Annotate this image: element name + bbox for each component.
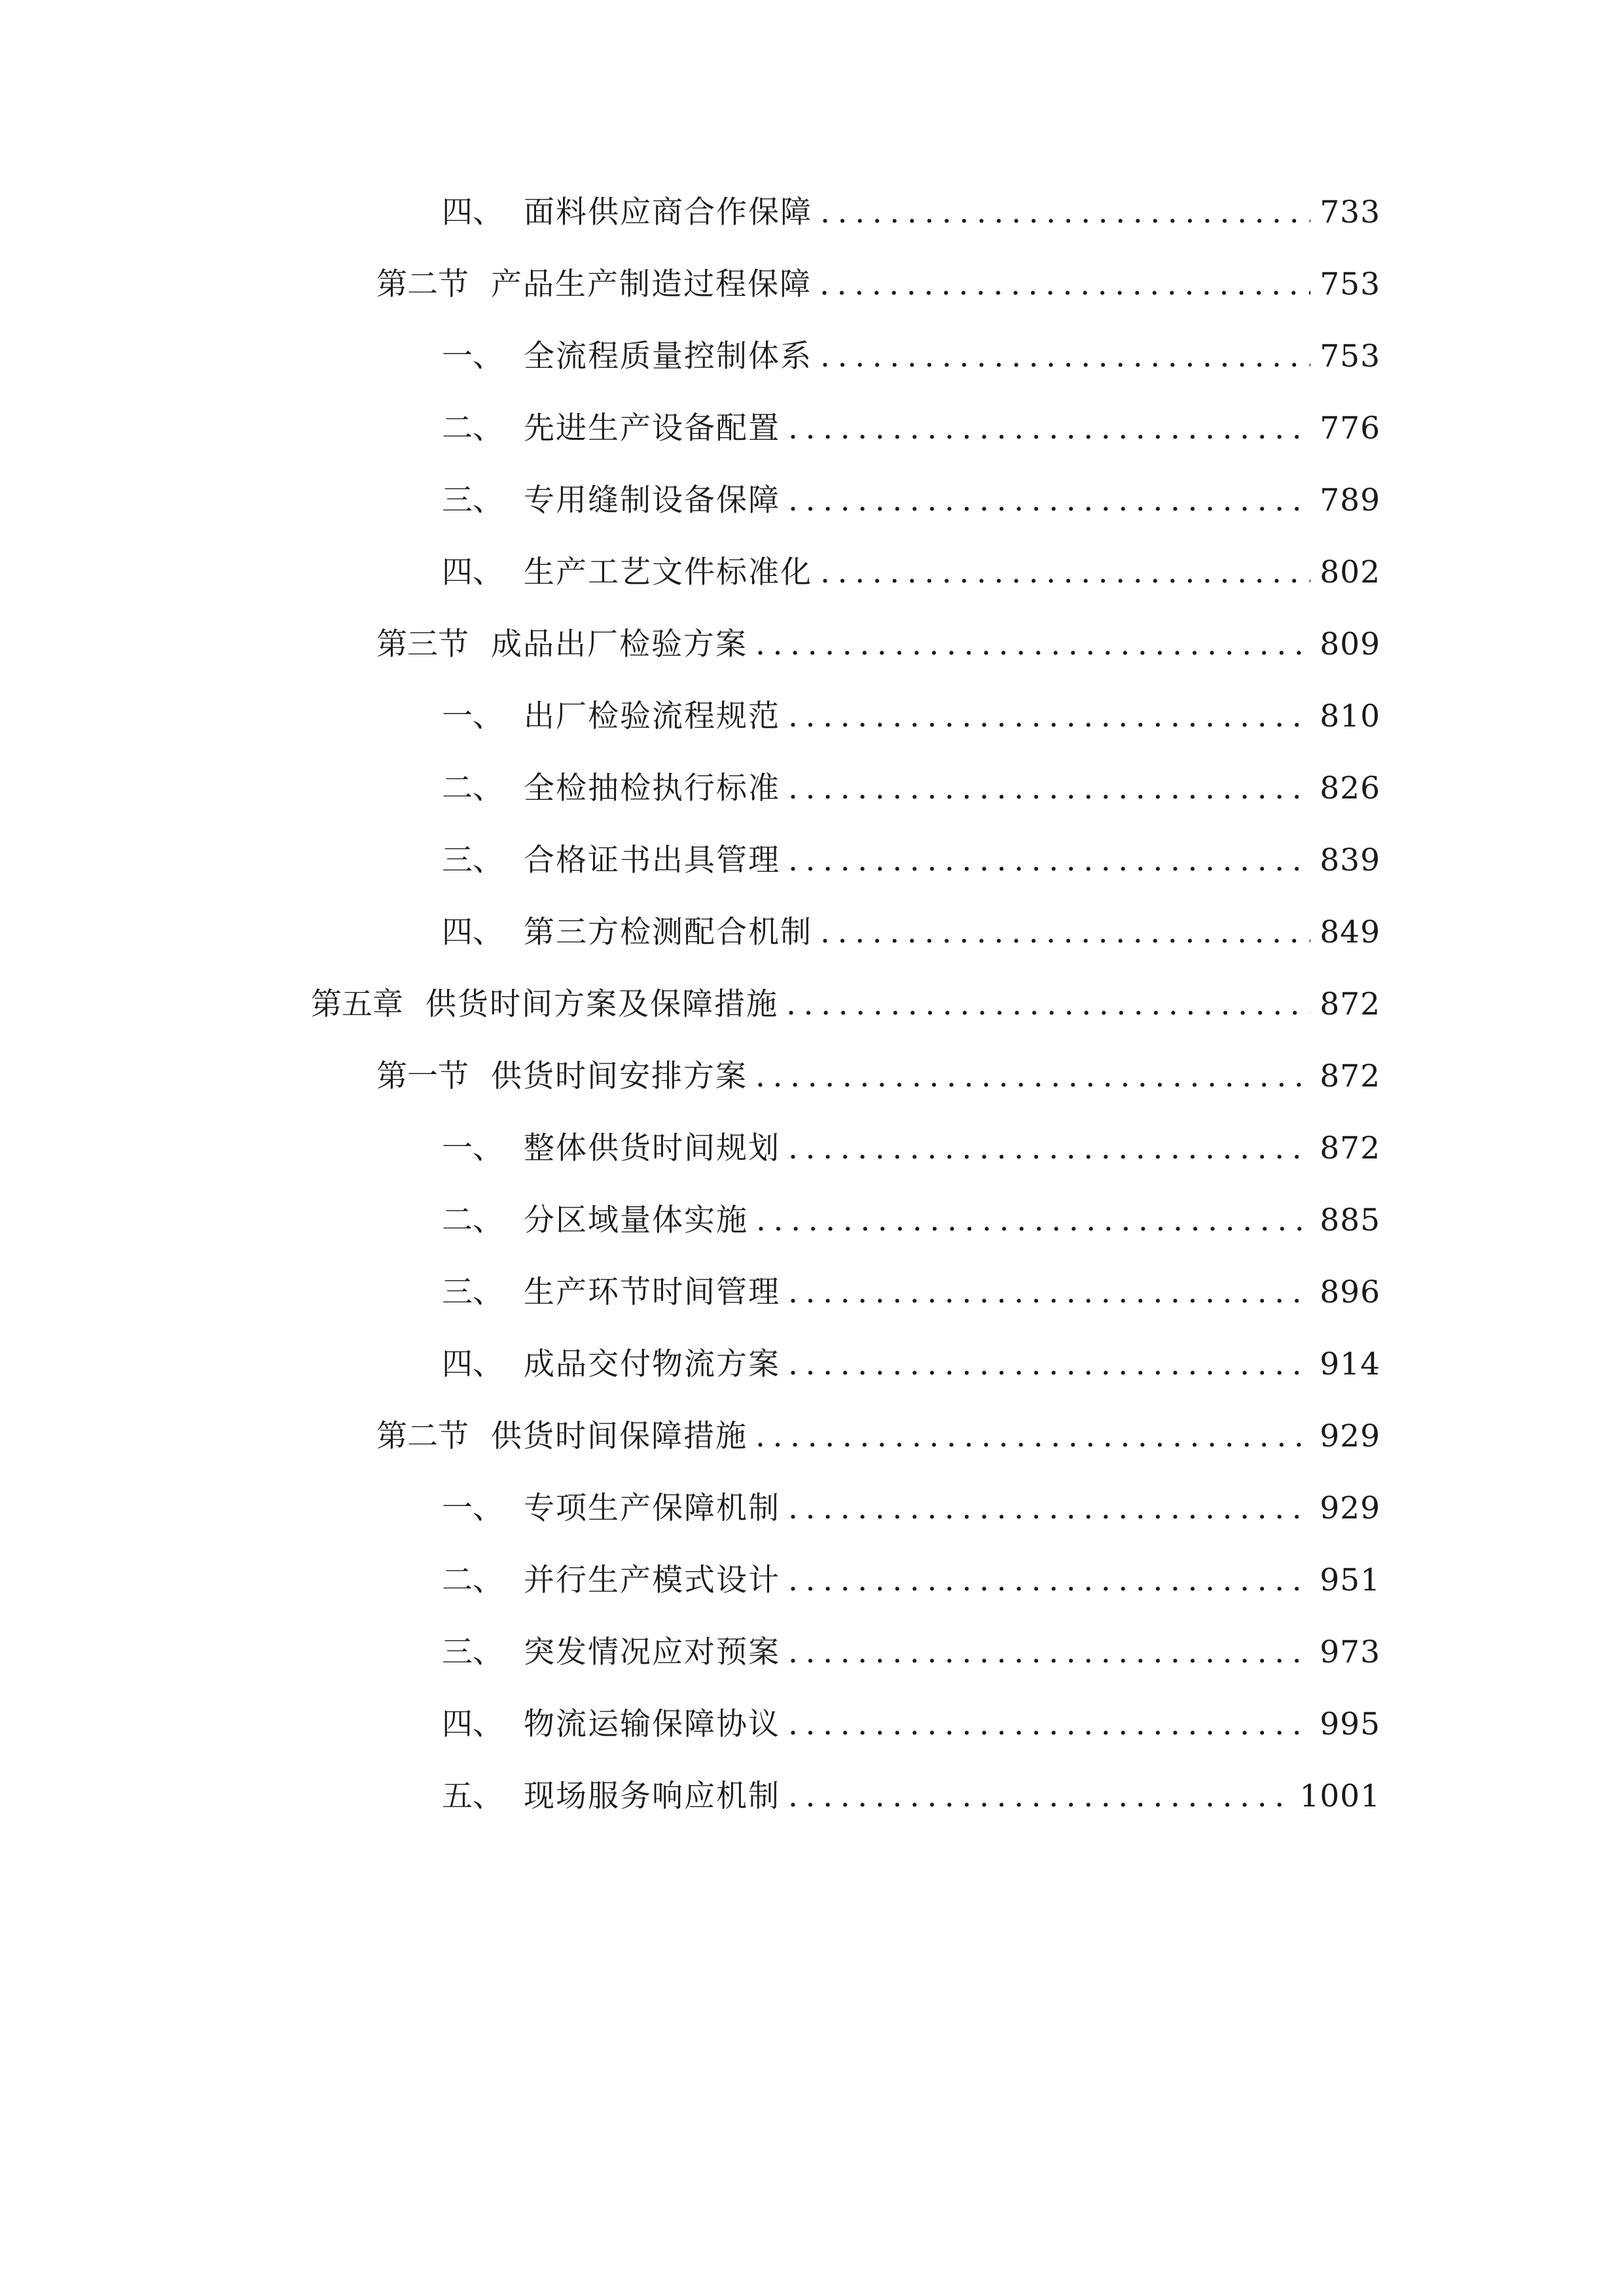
toc-entry [0, 903, 1624, 975]
dot-leader [755, 1056, 1310, 1098]
dot-leader [788, 1488, 1310, 1530]
toc-entry [0, 399, 1624, 471]
toc-entry-number: 二、 [442, 1202, 503, 1238]
toc-entry-link[interactable] [442, 1200, 1380, 1242]
toc-entry-link[interactable] [376, 264, 1380, 306]
toc-entry-number: 四、 [442, 194, 503, 230]
toc-entry-number: 二、 [442, 1562, 503, 1598]
toc-entry [0, 831, 1624, 903]
toc-entry [0, 759, 1624, 831]
toc-entry-title: 全检抽检执行标准 [524, 770, 780, 806]
toc-entry-page-number: 753 [1320, 266, 1380, 302]
dot-leader [788, 408, 1310, 450]
toc-entry-page-number: 885 [1320, 1202, 1380, 1238]
toc-entry-page-number: 839 [1320, 842, 1380, 878]
toc-entry-link[interactable] [442, 192, 1380, 234]
toc-entry-page-number: 849 [1320, 914, 1380, 950]
toc-entry-number: 一、 [442, 338, 503, 374]
toc-entry-page-number: 810 [1320, 698, 1380, 734]
toc-entry [0, 1551, 1624, 1623]
dot-leader [788, 1560, 1310, 1602]
toc-entry-link[interactable] [311, 984, 1380, 1026]
toc-entry-title: 面料供应商合作保障 [524, 194, 812, 230]
toc-entry-link[interactable] [442, 768, 1380, 810]
dot-leader [755, 1416, 1310, 1458]
toc-entry-link[interactable] [442, 1776, 1380, 1818]
toc-entry-title: 突发情况应对预案 [524, 1634, 780, 1670]
toc-entry [0, 1119, 1624, 1191]
dot-leader [820, 912, 1310, 954]
dot-leader [788, 1776, 1290, 1818]
dot-leader [788, 1128, 1310, 1170]
toc-entry-title: 产品生产制造过程保障 [491, 266, 812, 302]
toc-entry [0, 543, 1624, 615]
toc-entry-page-number: 872 [1320, 986, 1380, 1022]
toc-entry [0, 1407, 1624, 1479]
toc-entry-number: 四、 [442, 914, 503, 950]
toc-entry-number: 三、 [442, 1274, 503, 1310]
dot-leader [788, 1632, 1310, 1674]
toc-entry [0, 615, 1624, 687]
toc-entry-title: 合格证书出具管理 [524, 842, 780, 878]
toc-entry-page-number: 809 [1320, 626, 1380, 662]
toc-entry-title: 生产环节时间管理 [524, 1274, 780, 1310]
toc-entry-link[interactable] [442, 696, 1380, 738]
dot-leader [786, 984, 1310, 1026]
toc-entry-number: 第二节 [376, 266, 469, 302]
toc-entry-number: 三、 [442, 842, 503, 878]
toc-entry-link[interactable] [376, 624, 1380, 666]
toc-entry-page-number: 733 [1320, 194, 1380, 230]
toc-entry-title: 出厂检验流程规范 [524, 698, 780, 734]
toc-entry-link[interactable] [442, 1128, 1380, 1170]
toc-entry-link[interactable] [442, 1632, 1380, 1674]
dot-leader [788, 1344, 1310, 1386]
dot-leader [820, 552, 1310, 594]
toc-entry [0, 1191, 1624, 1263]
dot-leader [820, 264, 1310, 306]
toc-entry-title: 专用缝制设备保障 [524, 482, 780, 518]
dot-leader [788, 1704, 1310, 1746]
toc-entry-title: 生产工艺文件标准化 [524, 554, 812, 590]
toc-entry [0, 471, 1624, 543]
toc-entry-page-number: 872 [1320, 1058, 1380, 1094]
toc-entry-number: 二、 [442, 770, 503, 806]
toc-entry [0, 183, 1624, 255]
toc-entry-number: 第一节 [376, 1058, 469, 1094]
toc-entry-number: 二、 [442, 410, 503, 446]
toc-entry-number: 一、 [442, 698, 503, 734]
toc-entry-link[interactable] [376, 1416, 1380, 1458]
toc-entry-page-number: 826 [1320, 770, 1380, 806]
toc-entry-page-number: 914 [1320, 1346, 1380, 1382]
dot-leader [820, 192, 1310, 234]
toc-entry-title: 第三方检测配合机制 [524, 914, 812, 950]
toc-entry-page-number: 929 [1320, 1418, 1380, 1454]
toc-entry-link[interactable] [442, 1344, 1380, 1386]
toc-entry-link[interactable] [442, 336, 1380, 378]
dot-leader [788, 840, 1310, 882]
dot-leader [755, 624, 1310, 666]
toc-entry-page-number: 929 [1320, 1490, 1380, 1526]
toc-entry-page-number: 753 [1320, 338, 1380, 374]
toc-entry-page-number: 776 [1320, 410, 1380, 446]
toc-entry-title: 成品交付物流方案 [524, 1346, 780, 1382]
dot-leader [788, 480, 1310, 522]
toc-entry-page-number: 995 [1320, 1706, 1380, 1742]
toc-entry [0, 687, 1624, 759]
toc-entry-number: 第二节 [376, 1418, 469, 1454]
toc-entry-page-number: 951 [1320, 1562, 1380, 1598]
dot-leader [788, 768, 1310, 810]
toc-entry-page-number: 802 [1320, 554, 1380, 590]
toc-entry-title: 供货时间方案及保障措施 [425, 986, 778, 1022]
toc-entry [0, 1695, 1624, 1767]
toc-entry [0, 1335, 1624, 1407]
toc-entry-number: 三、 [442, 1634, 503, 1670]
toc-entry-title: 成品出厂检验方案 [491, 626, 748, 662]
table-of-contents [0, 183, 1624, 1839]
toc-entry-title: 并行生产模式设计 [524, 1562, 780, 1598]
dot-leader [756, 1200, 1310, 1242]
toc-entry-link[interactable] [442, 912, 1380, 954]
dot-leader [788, 696, 1310, 738]
toc-entry [0, 1263, 1624, 1335]
toc-entry-title: 分区域量体实施 [524, 1202, 748, 1238]
toc-entry-number: 三、 [442, 482, 503, 518]
toc-entry [0, 1623, 1624, 1695]
toc-entry-number: 四、 [442, 1706, 503, 1742]
toc-entry-link[interactable] [442, 552, 1380, 594]
toc-entry-number: 第五章 [311, 986, 403, 1022]
dot-leader [820, 336, 1310, 378]
toc-entry-title: 整体供货时间规划 [524, 1130, 780, 1166]
toc-entry-number: 一、 [442, 1490, 503, 1526]
toc-entry-page-number: 896 [1320, 1274, 1380, 1310]
toc-entry-title: 专项生产保障机制 [524, 1490, 780, 1526]
toc-entry-page-number: 1001 [1299, 1778, 1380, 1814]
toc-entry-number: 五、 [442, 1778, 503, 1814]
toc-entry [0, 1767, 1624, 1839]
toc-entry-title: 供货时间安排方案 [491, 1058, 748, 1094]
toc-entry-title: 现场服务响应机制 [524, 1778, 780, 1814]
toc-entry [0, 255, 1624, 327]
toc-entry-link[interactable] [442, 1488, 1380, 1530]
toc-entry-link[interactable] [442, 840, 1380, 882]
toc-entry [0, 975, 1624, 1047]
toc-entry-link[interactable] [442, 1272, 1380, 1314]
toc-entry [0, 1047, 1624, 1119]
toc-entry-page-number: 973 [1320, 1634, 1380, 1670]
toc-entry-number: 四、 [442, 554, 503, 590]
toc-entry-title: 供货时间保障措施 [491, 1418, 748, 1454]
toc-entry [0, 327, 1624, 399]
toc-entry-page-number: 789 [1320, 482, 1380, 518]
toc-entry-number: 第三节 [376, 626, 469, 662]
toc-entry-link[interactable] [376, 1056, 1380, 1098]
toc-entry-page-number: 872 [1320, 1130, 1380, 1166]
dot-leader [788, 1272, 1310, 1314]
toc-entry [0, 1479, 1624, 1551]
toc-entry-number: 四、 [442, 1346, 503, 1382]
toc-entry-link[interactable] [442, 480, 1380, 522]
toc-entry-title: 物流运输保障协议 [524, 1706, 780, 1742]
toc-entry-number: 一、 [442, 1130, 503, 1166]
toc-entry-link[interactable] [442, 408, 1380, 450]
toc-entry-link[interactable] [442, 1704, 1380, 1746]
toc-entry-title: 先进生产设备配置 [524, 410, 780, 446]
toc-entry-link[interactable] [442, 1560, 1380, 1602]
toc-entry-title: 全流程质量控制体系 [524, 338, 812, 374]
